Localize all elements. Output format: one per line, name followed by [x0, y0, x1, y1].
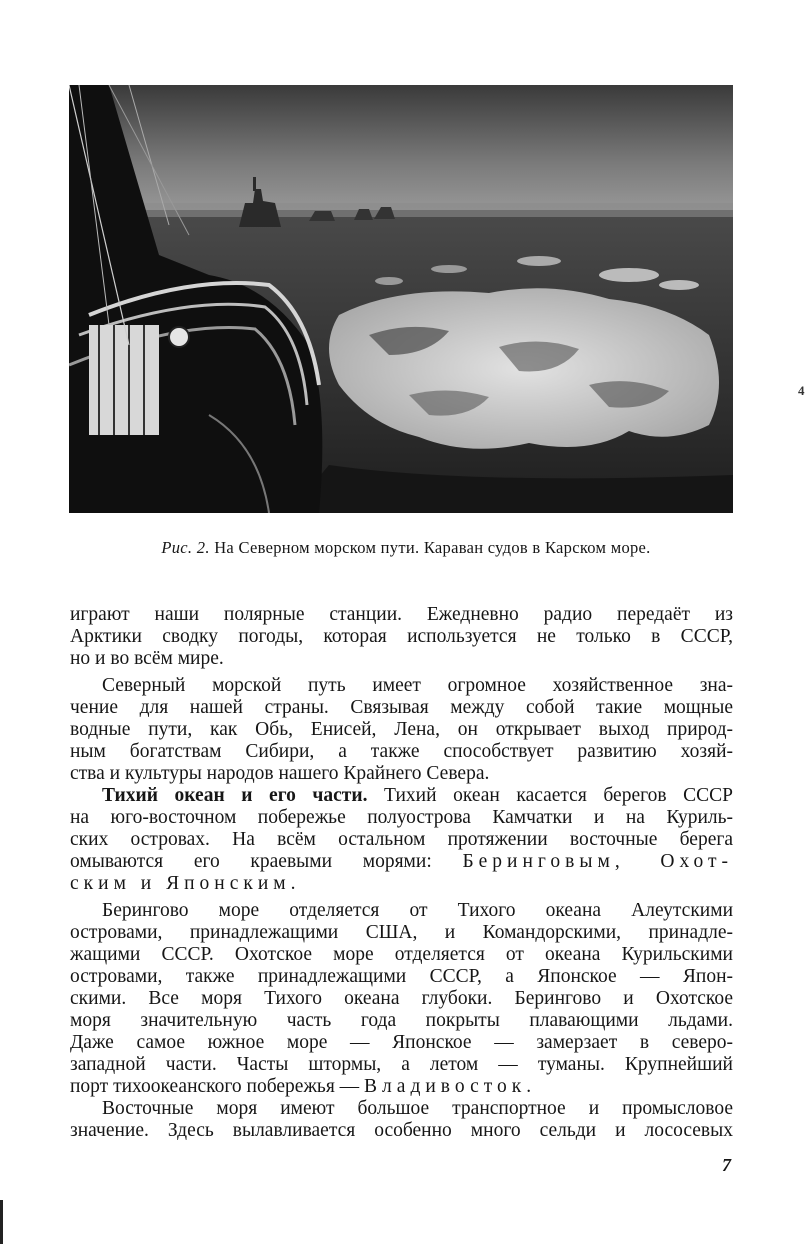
figure-caption: [70, 538, 742, 558]
text-line: западной части. Часты штормы, а летом — туманы. Крупнейший: [70, 1054, 733, 1075]
text-line: [70, 785, 733, 807]
spaced-text: Владивосток.: [364, 1076, 537, 1097]
margin-mark: 4: [798, 383, 805, 398]
text-line: Арктики сводку погоды, которая используется не только в СССР,: [70, 626, 733, 647]
text-line: ских островах. На всём остальном протяжении восточные берега: [70, 829, 733, 850]
text-line: [70, 1076, 733, 1098]
text-line: играют наши полярные станции. Ежедневно радио передаёт из: [70, 604, 733, 625]
text-span: Тихий океан касается берегов СССР: [367, 785, 733, 806]
text-line: [70, 873, 733, 895]
paragraph-3: [70, 785, 733, 895]
text-line: ным богатствам Сибири, а также способствует развитию хозяй-: [70, 741, 733, 762]
paragraph-2: [70, 675, 733, 785]
text-line: Северный морской путь имеет огромное хозяйственное зна-: [102, 675, 733, 696]
paragraph-1: [70, 604, 733, 670]
text-line: Восточные моря имеют большое транспортное и промысловое: [102, 1098, 733, 1119]
spaced-text: Беринговым, Охот-: [462, 851, 733, 872]
text-line: островами, также принадлежащими СССР, а Японское — Япон-: [70, 966, 733, 987]
spaced-text: ским и Японским.: [70, 873, 301, 894]
caption-label: Рис. 2.: [161, 538, 210, 557]
caption-text: На Северном морском пути. Караван судов в Карском море.: [214, 538, 651, 557]
text-line: моря значительную часть года покрыты плавающими льдами.: [70, 1010, 733, 1031]
text-line: водные пути, как Обь, Енисей, Лена, он открывает выход природ-: [70, 719, 733, 740]
text-line: на юго-восточном побережье полуострова Камчатки и на Куриль-: [70, 807, 733, 828]
figure-photo: [69, 85, 733, 513]
paragraph-5: [70, 1098, 733, 1142]
binding-edge: [0, 1200, 3, 1244]
text-line: островами, принадлежащими США, и Командорскими, принадле-: [70, 922, 733, 943]
text-line: жащими СССР. Охотское море отделяется от океана Курильскими: [70, 944, 733, 965]
text-line: скими. Все моря Тихого океана глубоки. Берингово и Охотское: [70, 988, 733, 1009]
text-line: ства и культуры народов нашего Крайнего Севера.: [70, 763, 490, 784]
body-text: [70, 604, 733, 1142]
text-line: [70, 851, 733, 873]
text-line: Даже самое южное море — Японское — замерзает в северо-: [70, 1032, 733, 1053]
paragraph-4: [70, 900, 733, 1098]
text-line: чение для нашей страны. Связывая между собой такие мощные: [70, 697, 733, 718]
section-heading: Тихий океан и его части.: [102, 785, 368, 806]
page-number: 7: [722, 1155, 731, 1175]
text-line: но и во всём мире.: [70, 648, 224, 669]
arctic-convoy-photo: [69, 85, 733, 513]
text-span: омываются его краевыми морями:: [70, 851, 463, 872]
text-line: значение. Здесь вылавливается особенно много сельди и лососевых: [70, 1120, 733, 1141]
text-line: Берингово море отделяется от Тихого океана Алеутскими: [102, 900, 733, 921]
text-span: порт тихоокеанского побережья —: [70, 1076, 365, 1097]
